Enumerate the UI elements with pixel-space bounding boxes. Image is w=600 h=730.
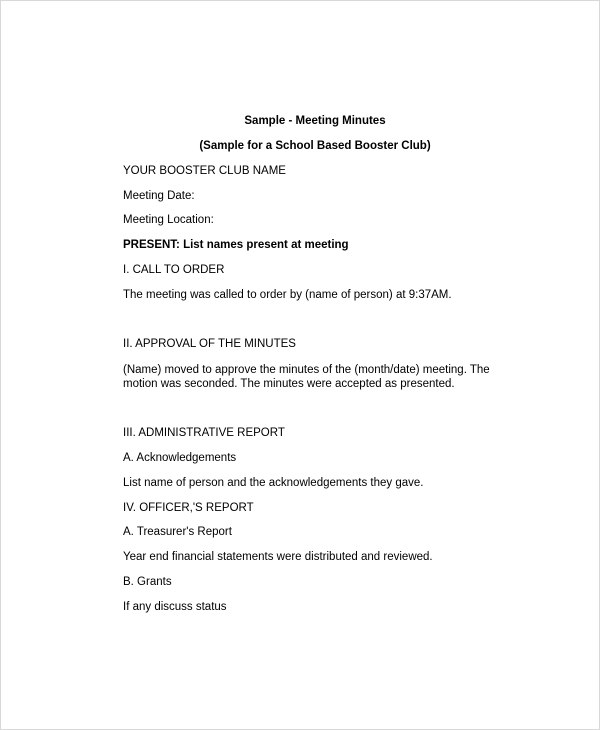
grants-heading: B. Grants [123,576,172,588]
grants-body: If any discuss status [123,601,227,613]
admin-report-heading: III. ADMINISTRATIVE REPORT [123,427,285,439]
call-to-order-heading: I. CALL TO ORDER [123,264,225,276]
document-title: Sample - Meeting Minutes [244,115,386,127]
call-to-order-body: The meeting was called to order by (name of person) at 9:37AM. [123,289,452,301]
meeting-location-label: Meeting Location: [123,214,214,226]
club-name: YOUR BOOSTER CLUB NAME [123,165,286,177]
acknowledgements-body: List name of person and the acknowledgements they gave. [123,477,424,489]
meeting-date-label: Meeting Date: [123,190,195,202]
treasurer-report-body: Year end financial statements were distributed and reviewed. [123,551,433,563]
document-subtitle: (Sample for a School Based Booster Club) [199,140,431,152]
approval-heading: II. APPROVAL OF THE MINUTES [123,338,296,350]
approval-body: (Name) moved to approve the minutes of the (month/date) meeting. The motion was seconded. The minutes were accepted as presented. [123,364,490,390]
treasurer-report-heading: A. Treasurer's Report [123,526,232,538]
present-line: PRESENT: List names present at meeting [123,239,349,251]
acknowledgements-heading: A. Acknowledgements [123,452,237,464]
officers-report-heading: IV. OFFICER,'S REPORT [123,502,254,514]
